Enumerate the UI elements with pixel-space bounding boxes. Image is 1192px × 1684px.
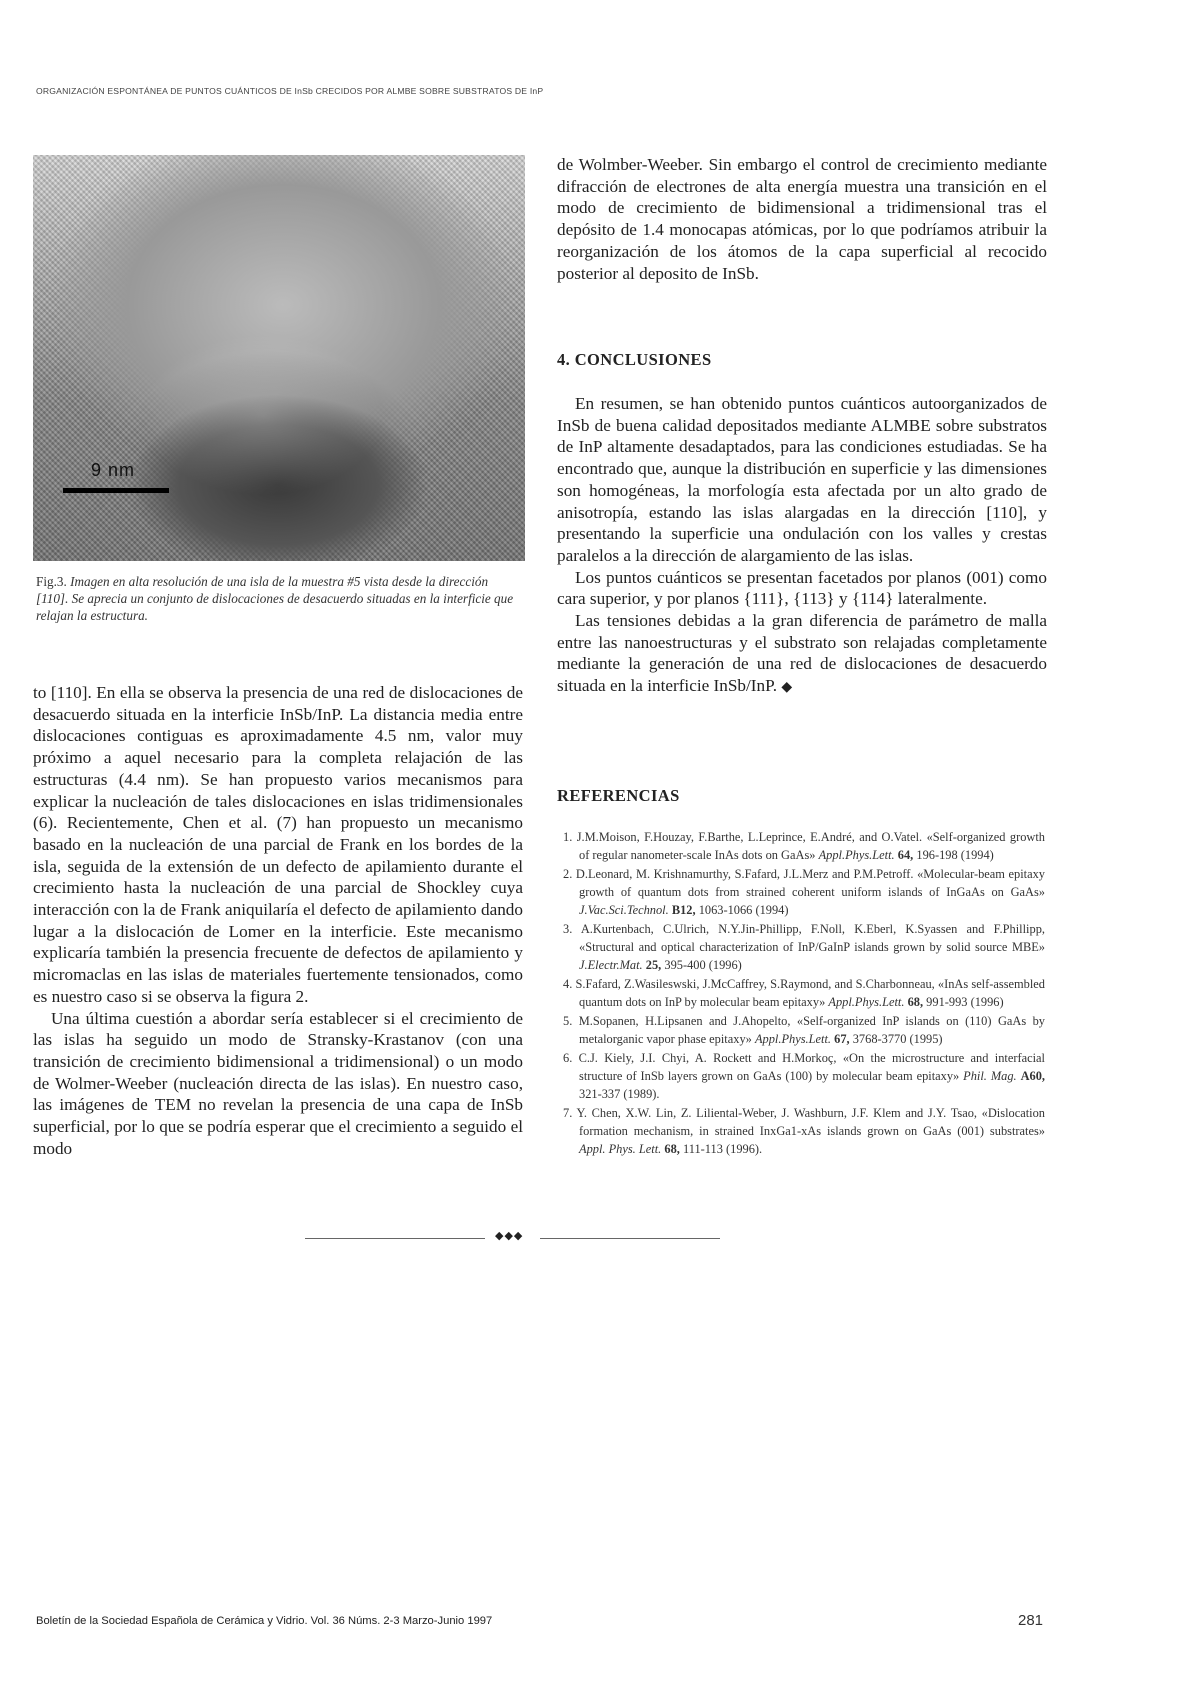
reference-journal: Appl. Phys. Lett. — [579, 1142, 662, 1157]
reference-item — [563, 1012, 1045, 1048]
reference-journal: Appl.Phys.Lett. — [818, 848, 895, 863]
reference-item — [563, 828, 1045, 864]
scale-bar-label: 9 nm — [91, 460, 136, 480]
reference-number: 2. — [563, 866, 573, 881]
reference-list — [563, 828, 1045, 1159]
left-column-text — [33, 682, 523, 1159]
reference-text: S.Fafard, Z.Wasileswski, J.McCaffrey, S.Raymond, and S.Charbonneau, «InAs self-assembled quantum dots on InP by molecular beam epitaxy» — [575, 977, 1045, 1010]
reference-pages: 991-993 (1996) — [926, 995, 1004, 1010]
separator-ornament: ◆◆◆ — [495, 1230, 524, 1242]
reference-journal: J.Electr.Mat. — [579, 958, 643, 973]
paragraph-text: Las tensiones debidas a la gran diferencia de parámetro de malla entre las nanoestructuras y el substrato son relajadas completamente mediante la generación de una red de dislocaciones de desacuerdo situada en la interficie InSb/InP. — [557, 611, 1047, 696]
reference-volume: 68, — [664, 1142, 680, 1157]
reference-item — [563, 975, 1045, 1011]
reference-number: 3. — [563, 922, 573, 937]
end-mark-icon: ◆ — [781, 680, 793, 696]
paragraph: Una última cuestión a abordar sería establecer si el crecimiento de las islas ha seguido un modo de Stransky-Krastanov (con una transición de crecimiento bidimensional a tridimensional) o un modo de Wolmer-Weeber (nucleación directa de las islas). En nuestro caso, las imágenes de TEM no revelan la presencia de una capa de InSb superficial, por lo que se podría esperar que el crecimiento a seguido el modo — [33, 1008, 523, 1158]
references-heading: REFERENCIAS — [557, 786, 680, 805]
reference-volume: B12, — [671, 903, 696, 918]
separator-line-right — [540, 1238, 720, 1239]
reference-text: Y. Chen, X.W. Lin, Z. Liliental-Weber, J. Washburn, J.F. Klem and J.Y. Tsao, «Dislocation formation mechanism, in strained InxGa1-xAs islands grown on GaAs (001) substrates» — [576, 1106, 1045, 1139]
reference-text: J.M.Moison, F.Houzay, F.Barthe, L.Leprince, E.André, and O.Vatel. «Self-organized growth of regular nanometer-scale InAs dots on GaAs» — [576, 830, 1045, 863]
reference-pages: 111-113 (1996). — [682, 1142, 763, 1157]
conclusions-heading: 4. CONCLUSIONES — [557, 350, 712, 369]
reference-text: A.Kurtenbach, C.Ulrich, N.Y.Jin-Phillipp, F.Noll, K.Eberl, K.Syassen and F.Phillipp, «Structural and optical characterization of InP/GaInP islands grown by solid source MBE» — [579, 922, 1045, 955]
reference-number: 7. — [563, 1106, 573, 1121]
paragraph: Los puntos cuánticos se presentan facetados por planos (001) como cara superior, y por planos {111}, {113} y {114} lateralmente. — [557, 567, 1047, 609]
reference-pages: 395-400 (1996) — [664, 958, 742, 973]
reference-item — [563, 865, 1045, 920]
reference-number: 5. — [563, 1014, 573, 1029]
reference-text: D.Leonard, M. Krishnamurthy, S.Fafard, J.L.Merz and P.M.Petroff. «Molecular-beam epitaxy growth of quantum dots from strained coherent uniform islands of InGaAs on GaAs» — [575, 866, 1045, 900]
reference-pages: 321-337 (1989). — [579, 1087, 660, 1102]
reference-journal: J.Vac.Sci.Technol. — [579, 903, 669, 918]
reference-pages: 196-198 (1994) — [916, 848, 994, 863]
paragraph: En resumen, se han obtenido puntos cuánticos autoorganizados de InSb de buena calidad depositados mediante ALMBE sobre substratos de InP altamente desadaptados, para las condiciones estudiadas. Se ha encontrado que, aunque la distribución en superficie y las dimensiones son homogéneas, la morfología esta afectada por un alto grado de anisotropía, estando las islas alargadas en la dirección [110], y presentando la superficie una ondulación con los valles y crestas paralelos a la dirección de alargamiento de las islas. — [557, 394, 1047, 565]
paragraph — [557, 610, 1047, 699]
reference-item — [563, 920, 1045, 975]
reference-volume: A60, — [1020, 1069, 1045, 1084]
reference-volume: 68, — [907, 995, 924, 1010]
caption-text: Imagen en alta resolución de una isla de la muestra #5 vista desde la dirección [110]. Se aprecia un conjunto de dislocaciones de desacuerdo situadas en la interficie que relajan la estructura. — [36, 574, 514, 623]
reference-volume: 64, — [897, 848, 914, 863]
caption-label: Fig.3. — [36, 574, 67, 589]
right-column-continuation — [557, 154, 1047, 284]
paragraph: to [110]. En ella se observa la presencia de una red de dislocaciones de desacuerdo situada en la interficie InSb/InP. La distancia media entre dislocaciones contiguas es aproximadamente 4.5 nm, valor muy próximo a aquel necesario para la completa relajación de las estructuras (4.4 nm). Se han propuesto varios mecanismos para explicar la nucleación de tales dislocaciones en islas tridimensionales (6). Recientemente, Chen et al. (7) han propuesto un mecanismo basado en la nucleación de una parcial de Frank en los bordes de la isla, seguida de la extensión de un defecto de apilamiento durante el crecimiento hasta la nucleación de una parcial de Shockley cuya interacción con la de Frank aniquilaría el defecto de apilamiento dando lugar a la dislocación de Lomer en la interficie. Este mecanismo explicaría también la presencia frecuente de defectos de apilamiento y micromaclas en las islas de materiales fuertemente tensionados, como es nuestro caso si se observa la figura 2. — [33, 683, 523, 1006]
reference-number: 1. — [563, 830, 573, 844]
reference-number: 4. — [563, 977, 573, 992]
reference-number: 6. — [563, 1050, 573, 1065]
journal-footer: Boletín de la Sociedad Española de Cerámica y Vidrio. Vol. 36 Núms. 2-3 Marzo-Junio 1997 — [36, 1615, 493, 1627]
reference-text: M.Sopanen, H.Lipsanen and J.Ahopelto, «Self-organized InP islands on (110) GaAs by metalorganic vapor phase epitaxy» — [578, 1014, 1045, 1047]
reference-pages: 1063-1066 (1994) — [698, 903, 789, 918]
reference-volume: 25, — [645, 958, 662, 973]
figure-caption — [36, 573, 516, 624]
reference-journal: Appl.Phys.Lett. — [754, 1032, 832, 1047]
reference-journal: Phil. Mag. — [963, 1069, 1017, 1084]
conclusions-text — [557, 393, 1047, 699]
reference-item — [563, 1104, 1045, 1159]
paragraph: de Wolmber-Weeber. Sin embargo el control de crecimiento mediante difracción de electrones de alta energía muestra una transición en el modo de crecimiento de bidimensional a tridimensional tras el depósito de 1.4 monocapas atómicas, por lo que podríamos atribuir la reorganización de los átomos de la capa superficial al recocido posterior al deposito de InSb. — [557, 155, 1047, 283]
reference-pages: 3768-3770 (1995) — [852, 1032, 943, 1047]
reference-volume: 67, — [834, 1032, 850, 1047]
page-number: 281 — [1018, 1612, 1044, 1629]
reference-item — [563, 1049, 1045, 1104]
separator-line-left — [305, 1238, 485, 1239]
scale-bar — [63, 488, 169, 493]
reference-journal: Appl.Phys.Lett. — [828, 995, 905, 1010]
reference-text: C.J. Kiely, J.I. Chyi, A. Rockett and H.Morkoç, «On the microstructure and interfacial structure of InSb layers grown on GaAs (100) by molecular beam epitaxy» — [578, 1050, 1045, 1084]
tem-micrograph-figure — [33, 155, 525, 561]
running-header: ORGANIZACIÓN ESPONTÁNEA DE PUNTOS CUÁNTICOS DE InSb CRECIDOS POR ALMBE SOBRE SUBSTRATOS DE InP — [36, 86, 544, 96]
